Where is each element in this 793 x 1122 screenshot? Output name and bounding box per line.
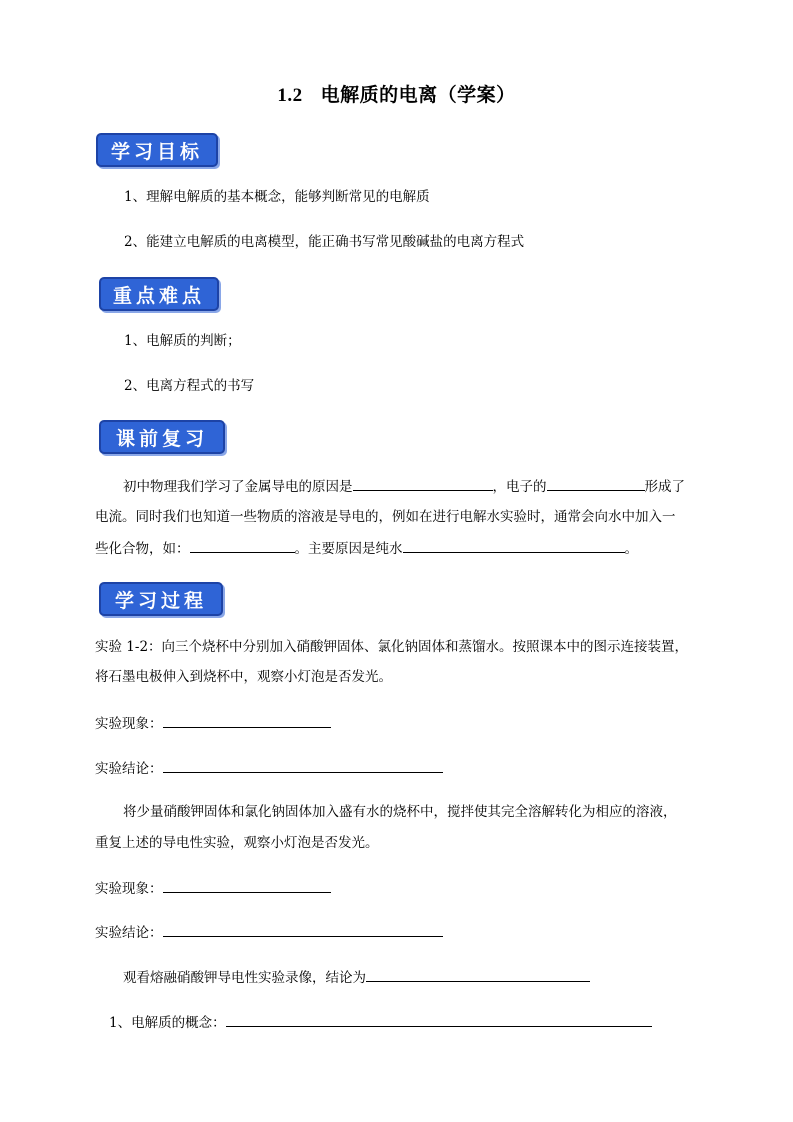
phenomenon-label: 实验现象： (95, 881, 163, 897)
goal-item-2: 2、能建立电解质的电离模型，能正确书写常见酸碱盐的电离方程式 (124, 234, 525, 250)
review-text-3c: 。 (624, 541, 638, 557)
blank-field[interactable] (547, 476, 645, 491)
page-title (0, 80, 793, 107)
conclusion-blank[interactable] (163, 922, 443, 937)
experiment2-line-2: 重复上述的导电性实验，观察小灯泡是否发光。 (95, 835, 379, 851)
conclusion-label: 实验结论： (95, 925, 163, 941)
phenomenon-label: 实验现象： (95, 716, 163, 732)
section-badge-review: 课前复习 (99, 420, 225, 454)
review-text-3a: 些化合物，如： (95, 541, 190, 557)
phenomenon-blank[interactable] (163, 713, 331, 728)
experiment1-line-1: 实验 1-2：向三个烧杯中分别加入硝酸钾固体、氯化钠固体和蒸馏水。按照课本中的图示连接装置， (95, 639, 689, 655)
concept-label: 1、电解质的概念： (109, 1015, 226, 1031)
review-line-3 (95, 538, 638, 559)
review-line-1 (123, 476, 685, 497)
experiment2-line-1: 将少量硝酸钾固体和氯化钠固体加入盛有水的烧杯中，搅拌使其完全溶解转化为相应的溶液， (123, 804, 677, 820)
video-conclusion-row (123, 967, 590, 988)
conclusion-label: 实验结论： (95, 761, 163, 777)
blank-field[interactable] (353, 476, 493, 491)
phenomenon-row-1 (95, 713, 331, 734)
concept-blank[interactable] (226, 1012, 652, 1027)
conclusion-row-2 (95, 922, 443, 943)
section-badge-goals: 学习目标 (96, 133, 218, 167)
phenomenon-blank[interactable] (163, 878, 331, 893)
blank-field[interactable] (190, 538, 295, 553)
section-badge-keypoints: 重点难点 (99, 277, 219, 311)
title-text: 电解质的电离（学案） (320, 84, 516, 106)
video-conclusion-blank[interactable] (366, 967, 590, 982)
video-conclusion-label: 观看熔融硝酸钾导电性实验录像，结论为 (123, 970, 366, 986)
keypoint-item-1: 1、电解质的判断； (124, 333, 241, 349)
review-text-3b: 。主要原因是纯水 (294, 541, 403, 557)
concept-row (109, 1012, 652, 1033)
review-text-1c: 形成了 (644, 479, 685, 495)
keypoint-item-2: 2、电离方程式的书写 (124, 378, 255, 394)
review-text-1a: 初中物理我们学习了金属导电的原因是 (123, 479, 353, 495)
experiment1-line-2: 将石墨电极伸入到烧杯中，观察小灯泡是否发光。 (95, 669, 392, 685)
review-line-2: 电流。同时我们也知道一些物质的溶液是导电的，例如在进行电解水实验时，通常会向水中加入一 (95, 509, 676, 525)
goal-item-1: 1、理解电解质的基本概念，能够判断常见的电解质 (124, 189, 430, 205)
phenomenon-row-2 (95, 878, 331, 899)
review-text-1b: ，电子的 (492, 479, 547, 495)
title-number: 1.2 (277, 85, 303, 106)
conclusion-blank[interactable] (163, 758, 443, 773)
section-badge-process: 学习过程 (99, 582, 223, 616)
blank-field[interactable] (403, 538, 625, 553)
conclusion-row-1 (95, 758, 443, 779)
